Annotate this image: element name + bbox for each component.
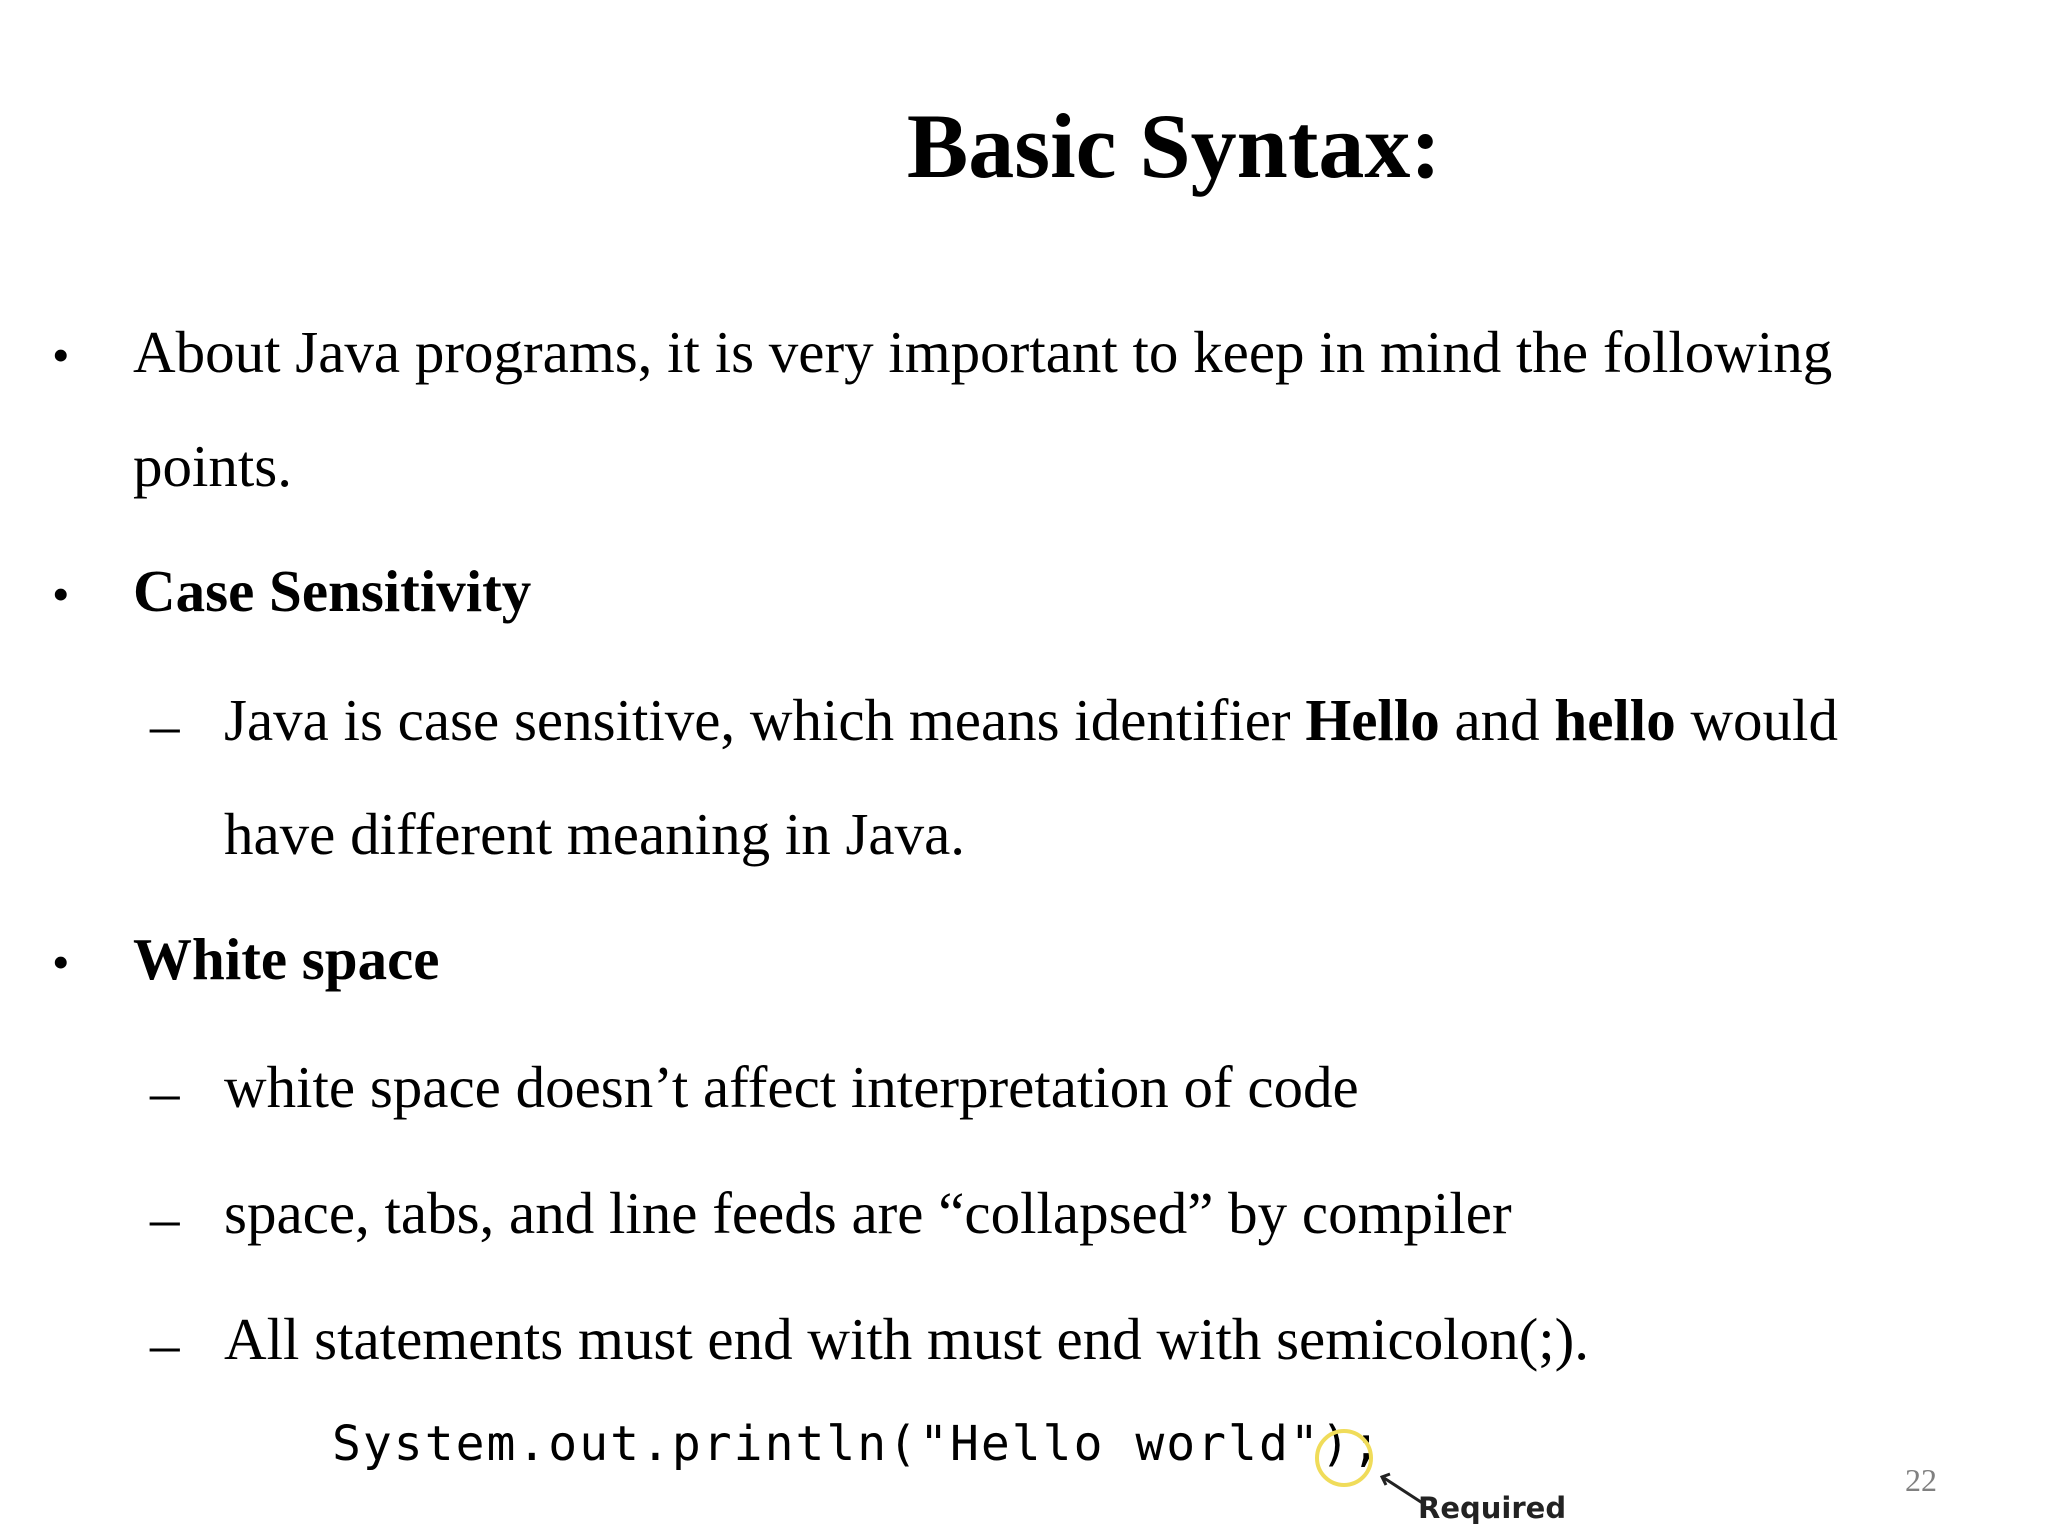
required-label: Required [1418,1491,1567,1525]
case-text-part: and [1439,687,1555,753]
semicolon-highlight-circle [1317,1431,1371,1485]
case-sensitivity-heading: Case Sensitivity [133,558,532,624]
bold-identifier-hello-upper: Hello [1305,687,1440,753]
intro-line-1: About Java programs, it is very important to keep in mind the following [133,319,1833,385]
white-space-heading: White space [133,926,440,992]
dash-icon: – [150,692,180,758]
white-space-point-1: white space doesn’t affect interpretation of code [224,1054,1359,1120]
bullet-icon: • [52,327,70,383]
dash-icon: – [150,1185,180,1251]
dash-icon: – [150,1311,180,1377]
slide-title: Basic Syntax: [906,95,1442,197]
case-sensitivity-text-line-1 [224,687,1838,753]
dash-icon: – [150,1059,180,1125]
white-space-point-3: All statements must end with must end with semicolon(;). [224,1306,1590,1372]
bold-identifier-hello-lower: hello [1554,687,1676,753]
white-space-point-2: space, tabs, and line feeds are “collapsed” by compiler [224,1180,1512,1246]
bullet-icon: • [52,566,70,622]
intro-line-2: points. [133,433,292,499]
case-text-part: Java is case sensitive, which means identifier [224,687,1306,753]
code-example: System.out.println("Hello world"); [332,1416,1383,1472]
bullet-icon: • [52,934,70,990]
case-text-part: would [1675,687,1838,753]
case-sensitivity-text-line-2: have different meaning in Java. [224,801,966,867]
page-number: 22 [1905,1462,1937,1498]
